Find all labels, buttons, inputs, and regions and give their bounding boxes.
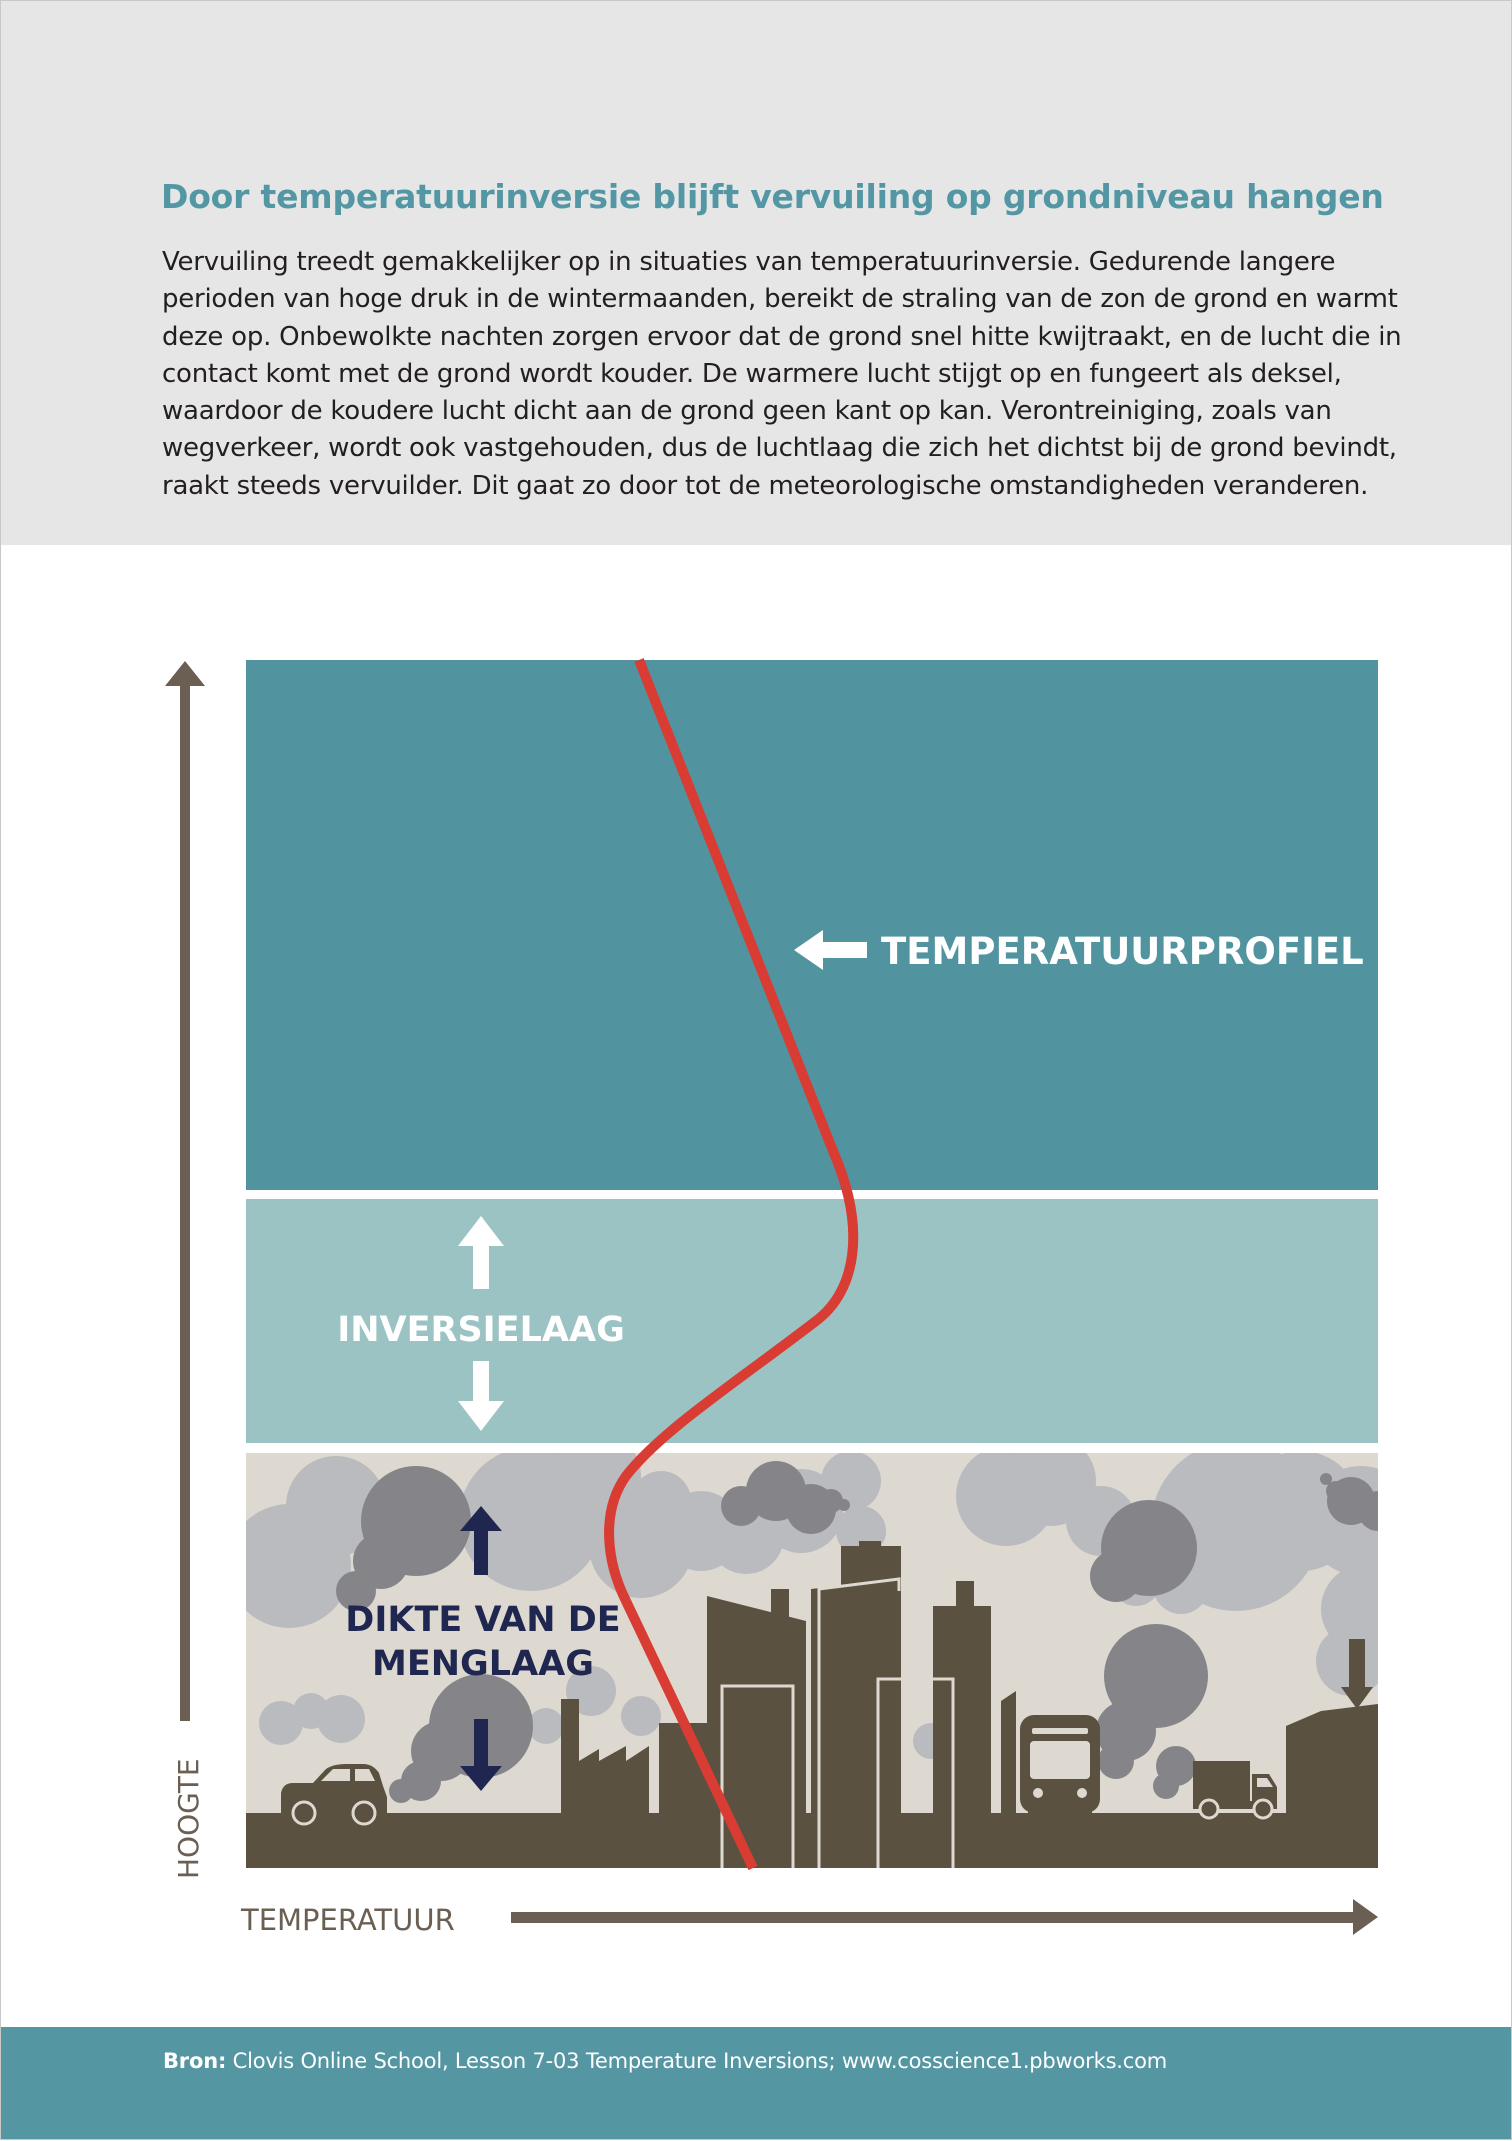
mixing-layer-label-line1: DIKTE VAN DE xyxy=(345,1600,621,1640)
inversion-diagram xyxy=(1,1,1512,2141)
x-axis xyxy=(511,1899,1378,1935)
source-credit xyxy=(163,2049,1167,2073)
y-axis-label: HOOGTE xyxy=(172,1758,205,1879)
x-axis-label: TEMPERATUUR xyxy=(241,1903,455,1937)
source-text: Clovis Online School, Lesson 7-03 Temperature Inversions; www.cosscience1.pbworks.com xyxy=(226,2049,1168,2073)
bus-icon xyxy=(1020,1715,1100,1822)
footer xyxy=(1,2027,1511,2139)
page-title: Door temperatuurinversie blijft vervuiling op grondniveau hangen xyxy=(161,177,1384,216)
temperature-profile-label: TEMPERATUURPROFIEL xyxy=(881,930,1364,973)
inversion-layer-label: INVERSIELAAG xyxy=(337,1310,625,1350)
source-label: Bron: xyxy=(163,2049,227,2073)
y-axis xyxy=(165,661,205,1721)
mixing-layer-label-line2: MENGLAAG xyxy=(372,1644,594,1684)
intro-text: Vervuiling treedt gemakkelijker op in situaties van temperatuurinversie. Gedurende langere perioden van hoge druk in de wintermaanden, bereikt de straling van de zon de grond en warmt deze op. Onbewolkte nachten zorgen ervoor dat de grond snel hitte kwijtraakt, en de lucht die in contact komt met de grond wordt kouder. De warmere lucht stijgt op en fungeert als deksel, waardoor de koudere lucht dicht aan de grond geen kant op kan. Verontreiniging, zoals van wegverkeer, wordt ook vastgehouden, dus de luchtlaag die zich het dichtst bij de grond bevindt, raakt steeds vervuilder. Dit gaat zo door tot de meteorologische omstandigheden veranderen. xyxy=(162,247,1402,501)
factory-icon xyxy=(1286,1704,1378,1868)
